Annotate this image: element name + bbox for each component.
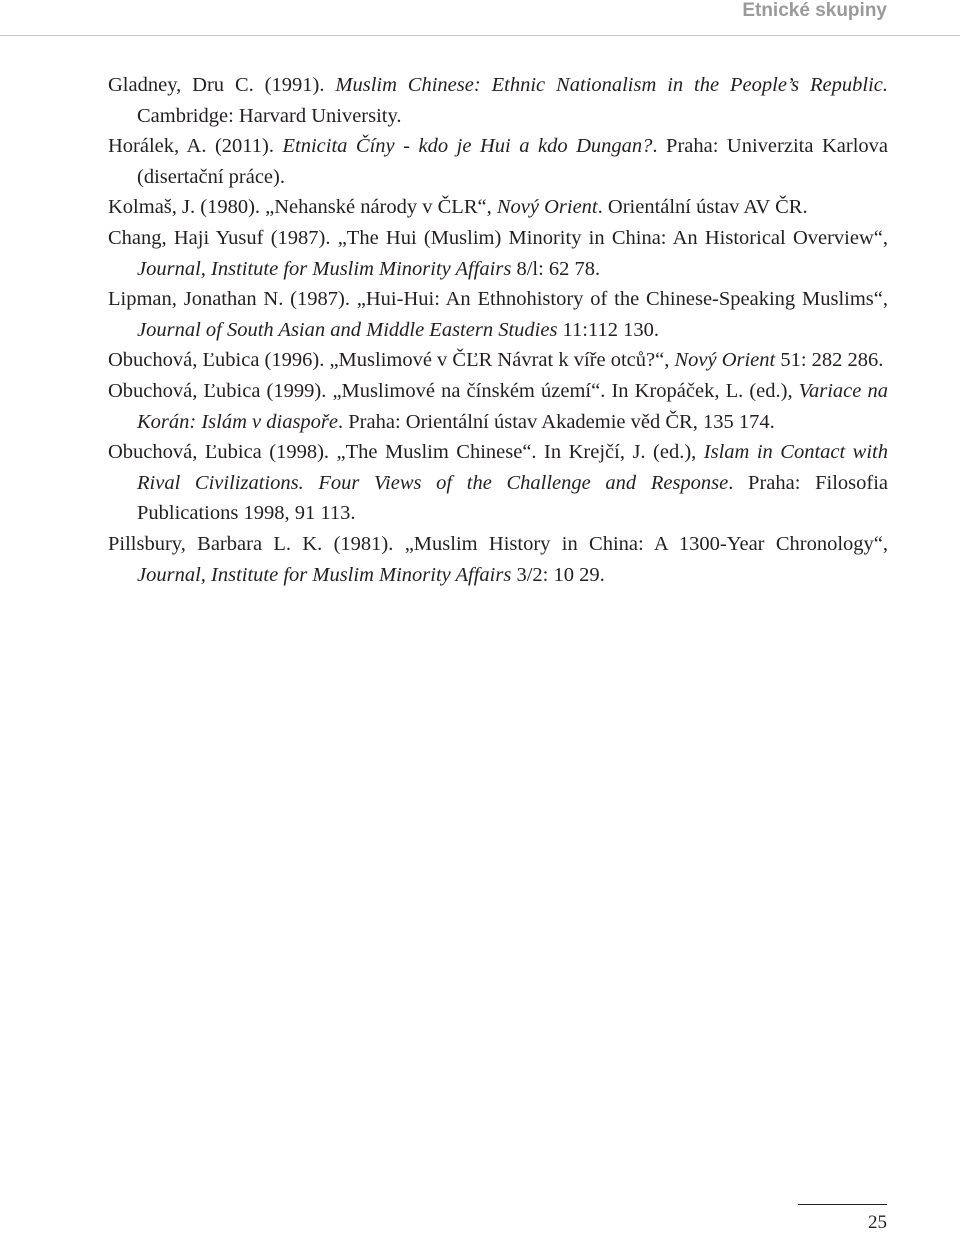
ref-text: Obuchová, Ľubica (1996). „Muslimové v ČĽR Návrat k víře otců?“, xyxy=(108,349,675,372)
reference-entry xyxy=(108,376,888,437)
ref-text: . Praha: Orientální ústav Akademie věd ČR, 135 174. xyxy=(338,410,775,433)
ref-text: Horálek, A. (2011). xyxy=(108,135,283,158)
ref-text: . Orientální ústav AV ČR. xyxy=(597,196,808,219)
page-number: 25 xyxy=(868,1212,887,1233)
ref-title: Journal, Institute for Muslim Minority Affairs xyxy=(137,257,512,280)
ref-text: Gladney, Dru C. (1991). xyxy=(108,74,336,96)
ref-text: 8/l: 62 78. xyxy=(511,257,601,280)
ref-title: Nový Orient xyxy=(496,196,598,219)
ref-text: Obuchová, Ľubica (1999). „Muslimové na čínském území“. In Kropáček, L. (ed.), xyxy=(108,379,799,402)
ref-text: Lipman, Jonathan N. (1987). „Hui-Hui: An Ethnohistory of the Chinese-Speaking Muslims“, xyxy=(108,288,888,311)
ref-title: Etnicita Číny - kdo je Hui a kdo Dungan? xyxy=(282,135,653,158)
ref-text: Cambridge: Harvard University. xyxy=(137,104,402,127)
ref-text: 11:112 130. xyxy=(557,318,659,341)
ref-title: Islam in Contact with Rival Civilizations. Four Views of the Challenge and Response xyxy=(137,441,888,494)
reference-entry xyxy=(108,131,888,192)
ref-text: . Praha: Univerzita Karlova (disertační práce). xyxy=(137,135,888,188)
reference-entry xyxy=(108,284,888,345)
ref-text: 3/2: 10 29. xyxy=(511,563,605,586)
footer-rule xyxy=(798,1204,887,1205)
reference-entry xyxy=(108,192,888,223)
reference-list xyxy=(108,70,888,590)
reference-entry xyxy=(108,345,888,376)
reference-entry xyxy=(108,529,888,590)
ref-text: 51: 282 286. xyxy=(775,349,884,372)
ref-text: Pillsbury, Barbara L. K. (1981). „Muslim History in China: A 1300-Year Chronology“, xyxy=(108,532,888,555)
running-head: Etnické skupiny xyxy=(742,0,887,21)
ref-text: Obuchová, Ľubica (1998). „The Muslim Chinese“. In Krejčí, J. (ed.), xyxy=(108,441,704,464)
header-rule xyxy=(0,35,960,36)
ref-text: Chang, Haji Yusuf (1987). „The Hui (Muslim) Minority in China: An Historical Overview“, xyxy=(108,226,888,249)
ref-text: . Praha: Filosofia Publications 1998, 91 113. xyxy=(137,471,888,525)
ref-title: Journal of South Asian and Middle Eastern Studies xyxy=(137,318,558,341)
ref-title: Nový Orient xyxy=(674,349,776,372)
ref-title: Variace na Korán: Islám v diaspoře xyxy=(137,379,888,433)
ref-title: Journal, Institute for Muslim Minority Affairs xyxy=(137,563,512,586)
reference-entry xyxy=(108,70,888,131)
reference-entry xyxy=(108,437,888,529)
reference-entry xyxy=(108,223,888,284)
ref-text: Kolmaš, J. (1980). „Nehanské národy v ČLR“, xyxy=(108,196,497,219)
ref-title: Muslim Chinese: Ethnic Nationalism in the People’s Republic. xyxy=(335,74,888,96)
